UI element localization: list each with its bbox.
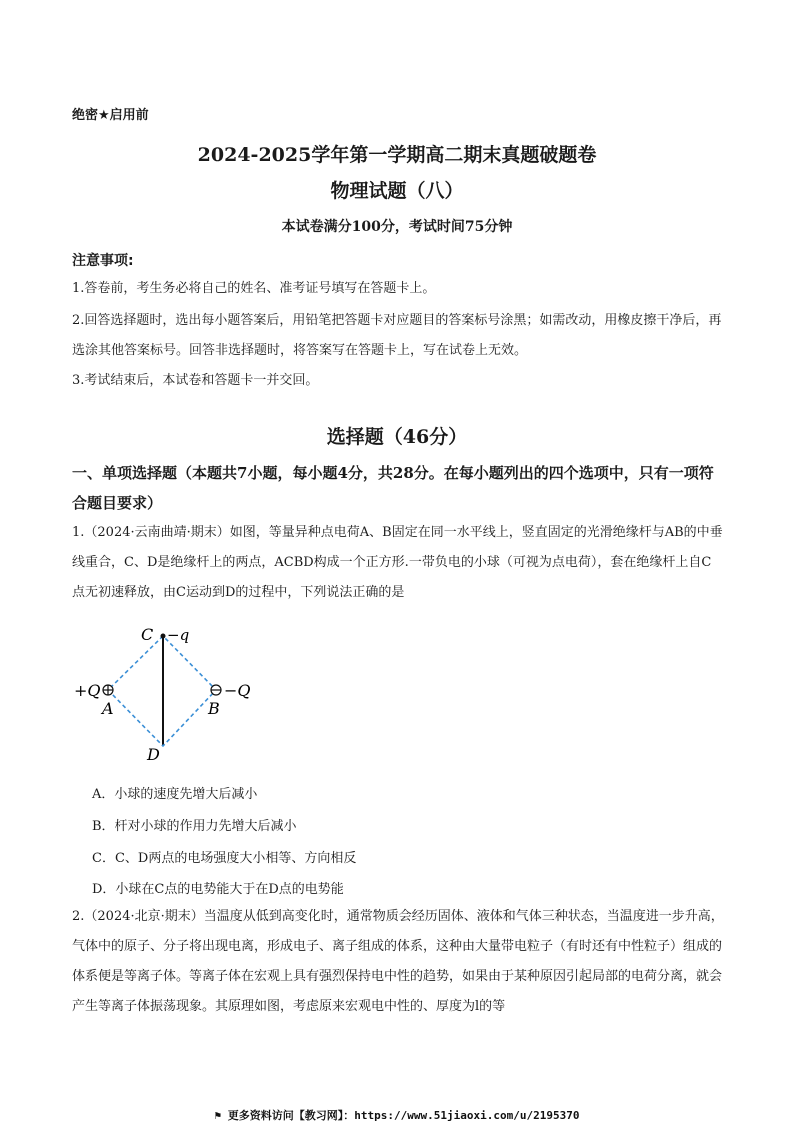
label-q: −q [167, 626, 190, 644]
option-c: C．C、D两点的电场强度大小相等、方向相反 [92, 851, 357, 866]
notice-heading: 注意事项: [72, 253, 134, 269]
flag-icon: ⚑ [214, 1109, 222, 1122]
footer [0, 1107, 794, 1123]
question-2-stem: 2.（2024·北京·期末）当温度从低到高变化时，通常物质会经历固体、液体和气体三种状态，当温度进一步升高，气体中的原子、分子将出现电离，形成电子、离子组成的体系，这种由大量带电粒子（有时还有中性粒子）组成的体系便是等离子体。等离子体在宏观上具有强烈保持电中性的趋势，如果由于某种原因引起局部的电荷分离，就会产生等离子体振荡现象。其原理如图，考虑原来宏观电中性的、厚度为l的等 [72, 909, 724, 1014]
charge-square-figure [70, 620, 260, 770]
confidential-label: 绝密★启用前 [72, 108, 149, 123]
label-C: C [141, 625, 154, 644]
label-A: A [102, 699, 114, 718]
notice-item-2: 2.回答选择题时，选出每小题答案后，用铅笔把答题卡对应题目的答案标号涂黑；如需改动，用橡皮擦干净后，再选涂其他答案标号。回答非选择题时，将答案写在答题卡上，写在试卷上无效。 [72, 313, 722, 358]
footer-link[interactable]: 更多资料访问【教习网】：https://www.51jiaoxi.com/u/2195370 [227, 1109, 580, 1122]
option-d: D．小球在C点的电势能大于在D点的电势能 [92, 882, 344, 897]
question-1-stem: 1.（2024·云南曲靖·期末）如图，等量异种点电荷A、B固定在同一水平线上，竖直固定的光滑绝缘杆与AB的中垂线重合，C、D是绝缘杆上的两点，ACBD构成一个正方形.一带负电的小球（可视为点电荷），套在绝缘杆上自C点无初速释放，由C运动到D的过程中，下列说法正确的是 [72, 525, 723, 600]
section-title: 选择题（46分） [326, 426, 468, 448]
notice-item-1: 1.答卷前，考生务必将自己的姓名、准考证号填写在答题卡上。 [72, 281, 436, 296]
label-B: B [208, 699, 220, 718]
label-minus-Q: −Q [224, 681, 251, 700]
option-b: B．杆对小球的作用力先增大后减小 [92, 819, 297, 834]
label-plus-Q: +Q [74, 681, 101, 700]
exam-info: 本试卷满分100分，考试时间75分钟 [281, 219, 513, 235]
option-a: A．小球的速度先增大后减小 [92, 787, 258, 802]
subject-title: 物理试题（八） [330, 180, 464, 202]
part-heading: 一、单项选择题（本题共7小题，每小题4分，共28分。在每小题列出的四个选项中，只有一项符合题目要求） [72, 464, 714, 512]
exam-title: 2024-2025学年第一学期高二期末真题破题卷 [197, 144, 597, 166]
label-D: D [147, 745, 160, 764]
notice-item-3: 3.考试结束后，本试卷和答题卡一并交回。 [72, 373, 319, 388]
ball-point-C [161, 634, 166, 639]
